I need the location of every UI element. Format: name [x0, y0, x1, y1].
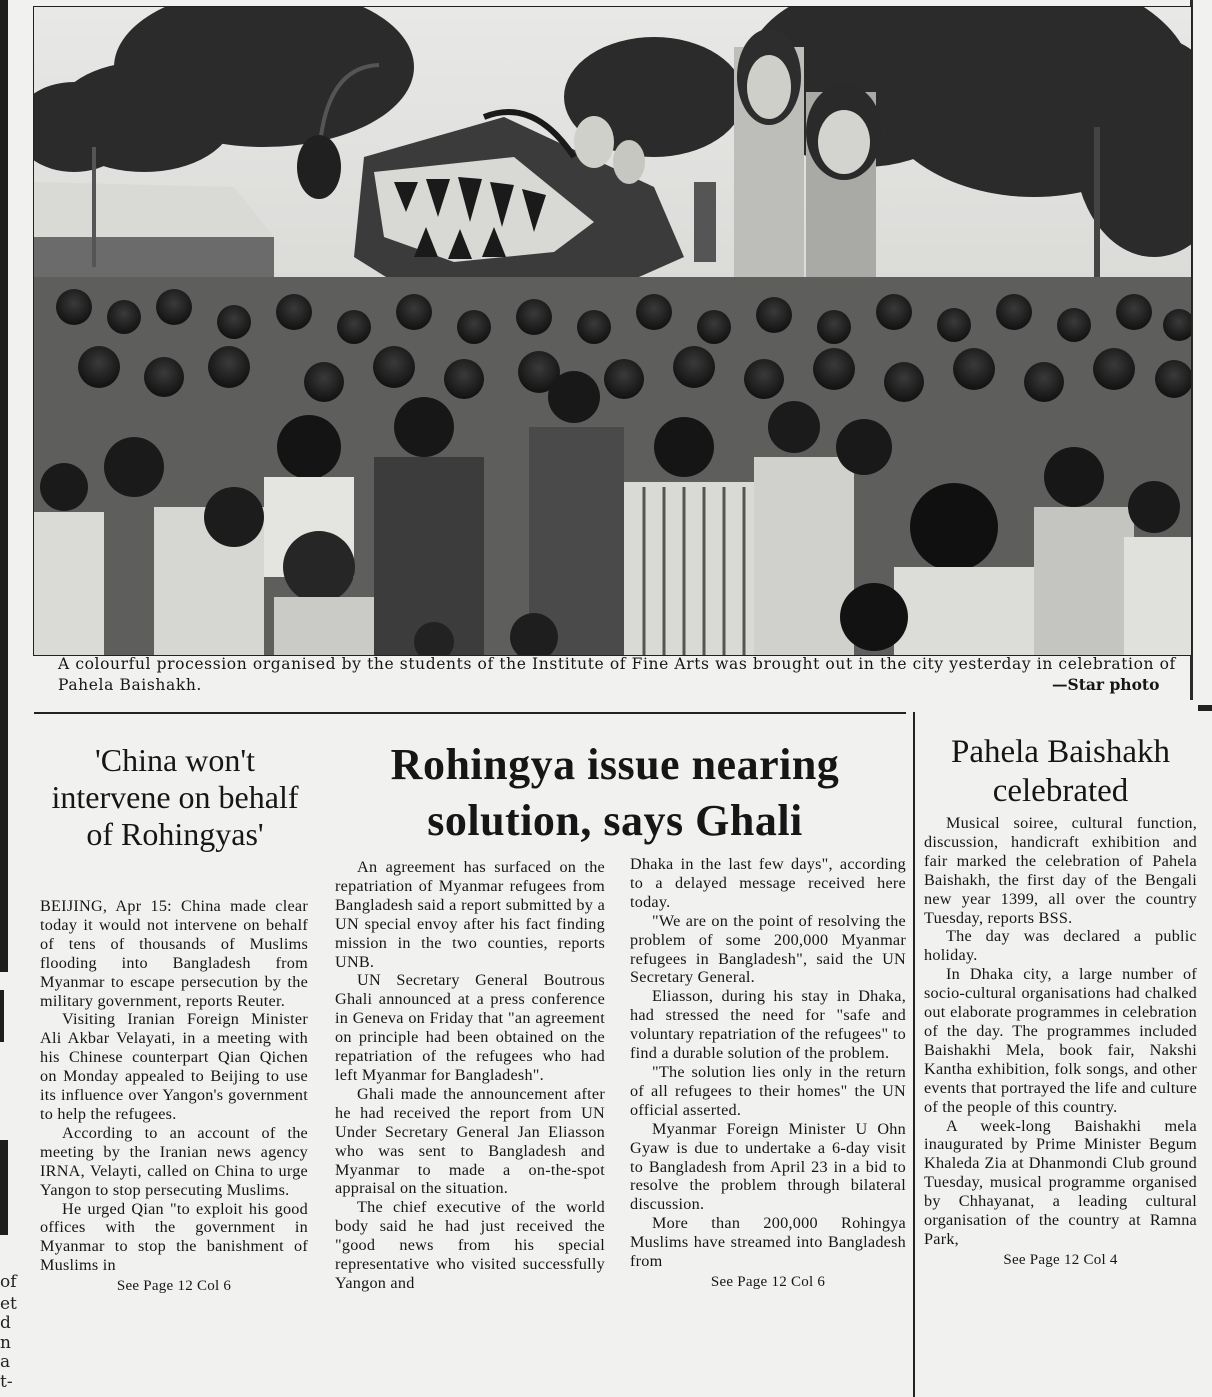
- adjacent-fragment: of: [0, 1272, 17, 1292]
- article-paragraph: Myanmar Foreign Minister U Ohn Gyaw is due to undertake a 6-day visit to Bangladesh from April 23 in a bid to resolve the problem through bilateral discussion.: [630, 1119, 906, 1214]
- china-story-body: [40, 897, 308, 1296]
- adjacent-fragment: n: [0, 1333, 11, 1353]
- section-rule: [34, 712, 906, 714]
- continued-reference: See Page 12 Col 6: [710, 1273, 826, 1290]
- continued-reference: See Page 12 Col 4: [1003, 1251, 1118, 1268]
- adjacent-fragment: a: [0, 1352, 11, 1372]
- rohingya-story-column-a: [335, 858, 605, 1293]
- article-paragraph: He urged Qian "to exploit his good offices with the government in Myanmar to stop the banishment of Muslims in: [40, 1199, 308, 1275]
- article-paragraph: Dhaka in the last few days", according to a delayed message received here today.: [630, 855, 906, 911]
- adjacent-column-mark: [0, 990, 4, 1042]
- adjacent-fragment: et: [0, 1294, 17, 1314]
- article-paragraph: An agreement has surfaced on the repatriation of Myanmar refugees from Bangladesh said a report submitted by a UN special envoy after his fact finding mission in the two counties, reports UNB.: [335, 858, 605, 971]
- article-paragraph: The day was declared a public holiday.: [924, 927, 1197, 965]
- adjacent-column-edge: [0, 0, 17, 1397]
- pahela-story-body: [924, 814, 1197, 1270]
- article-paragraph: Eliasson, during his stay in Dhaka, had stressed the need for "safe and voluntary repatriation of the refugees" to find a durable solution of the problem.: [630, 987, 906, 1063]
- article-paragraph: Musical soiree, cultural function, discussion, handicraft exhibition and fair marked the celebration of Pahela Baishakh, the first day of the Bengali new year 1399, all over the country Tuesday, reports BSS.: [924, 814, 1197, 927]
- article-paragraph: "We are on the point of resolving the problem of some 200,000 Myanmar refugees in Bangladesh", said the UN Secretary General.: [630, 911, 906, 987]
- article-paragraph: The chief executive of the world body said he had just received the "good news from his special representative who visited successfully Yangon and: [335, 1198, 605, 1292]
- adjacent-column-rule: [0, 0, 8, 972]
- article-paragraph: More than 200,000 Rohingya Muslims have streamed into Bangladesh from: [630, 1214, 906, 1271]
- article-paragraph: BEIJING, Apr 15: China made clear today it would not intervene on behalf of tens of thousands of Muslims flooding into Bangladesh from Myanmar to escape persecution by the military government, reports Reuter.: [40, 897, 308, 1010]
- article-paragraph: UN Secretary General Boutrous Ghali announced at a press conference in Geneva on Friday that "an agreement on principle had been obtained on the repatriation of the refugees who had left Myanmar for Bangladesh".: [335, 971, 605, 1084]
- adjacent-fragment: t-: [0, 1372, 13, 1392]
- photo-caption: A colourful procession organised by the students of the Institute of Fine Arts was brought out in the city yesterday in celebration of Pahela Baishakh.: [58, 655, 1176, 694]
- rohingya-story-column-b: [630, 855, 906, 1292]
- adjacent-fragment: d: [0, 1313, 11, 1333]
- rohingya-story-headline: Rohingya issue nearing solution, says Ghali: [390, 740, 840, 845]
- china-story-headline: 'China won't intervene on behalf of Rohingyas': [51, 742, 299, 852]
- article-paragraph: A week-long Baishakhi mela inaugurated by Prime Minister Begum Khaleda Zia at Dhanmondi Club ground Tuesday, musical programme organised by Chhayanat, a leading cultural organisation of the country at Ramna Park,: [924, 1116, 1197, 1248]
- procession-photo: [33, 6, 1192, 656]
- article-paragraph: According to an account of the meeting by the Iranian news agency IRNA, Velayti, called on China to urge Yangon to stop persecuting Muslims.: [40, 1123, 308, 1199]
- photo-credit: —Star photo: [1052, 675, 1160, 694]
- article-paragraph: Ghali made the announcement after he had received the report from UN Under Secretary General Jan Eliasson who was sent to Bangladesh and Myanmar to made a on-the-spot appraisal on the situation.: [335, 1084, 605, 1198]
- article-paragraph: In Dhaka city, a large number of socio-cultural organisations had chalked out elaborate programmes in celebration of the day. The programmes included Baishakhi Mela, book fair, Nakshi Kantha exhibition, folk songs, and other events that portrayed the life and culture of the people of this country.: [924, 965, 1197, 1116]
- adjacent-column-mark: [0, 1140, 8, 1235]
- continued-reference: See Page 12 Col 6: [116, 1278, 232, 1295]
- article-paragraph: "The solution lies only in the return of all refugees to their homes" the UN official asserted.: [630, 1062, 906, 1119]
- pahela-story-headline: Pahela Baishakh celebrated: [950, 734, 1171, 809]
- article-paragraph: Visiting Iranian Foreign Minister Ali Akbar Velayati, in a meeting with his Chinese counterpart Qian Qichen on Monday appealed to Beijing to use its influence over Yangon's government to help the refugees.: [40, 1010, 308, 1123]
- adjacent-column-mark: [1198, 705, 1212, 711]
